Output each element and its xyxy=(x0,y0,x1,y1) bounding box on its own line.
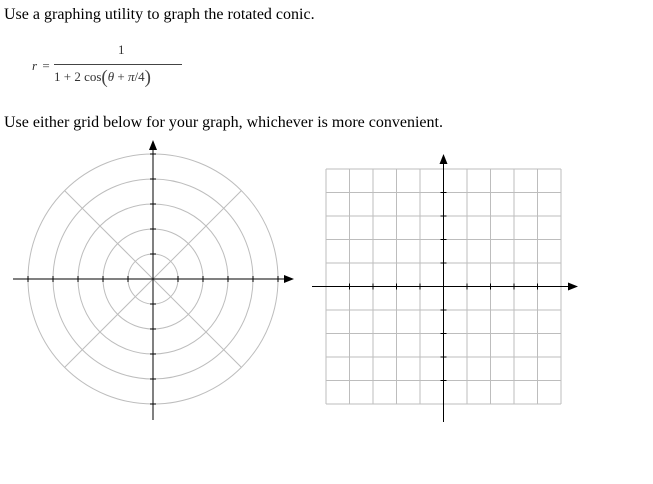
equation-r: r xyxy=(32,58,38,73)
plus-sign: + xyxy=(117,69,125,84)
conic-equation xyxy=(32,42,192,92)
pi-symbol: π xyxy=(127,69,135,84)
polar-ray xyxy=(153,191,241,279)
rectangular-grid[interactable] xyxy=(308,150,584,426)
polar-ray xyxy=(65,279,153,367)
question-instruction: Use a graphing utility to graph the rotated conic. xyxy=(4,6,315,23)
slash-sign: / xyxy=(134,69,139,84)
polar-ray xyxy=(153,279,241,367)
grid-instruction: Use either grid below for your graph, whichever is more convenient. xyxy=(4,114,443,131)
polar-ray xyxy=(65,191,153,279)
polar-y-arrow xyxy=(149,140,157,150)
fraction-bar xyxy=(54,64,182,65)
close-paren: ) xyxy=(144,67,151,88)
polar-axes xyxy=(13,140,294,420)
denominator-prefix: 1 + 2 cos xyxy=(54,69,102,84)
rect-x-arrow xyxy=(568,283,578,291)
equation-denominator xyxy=(54,67,151,89)
polar-grid[interactable] xyxy=(10,136,300,426)
rect-axes xyxy=(312,154,578,422)
equation-lhs xyxy=(32,58,50,74)
open-paren: ( xyxy=(101,67,108,88)
rect-y-arrow xyxy=(440,154,448,164)
four-digit: 4 xyxy=(138,69,145,84)
polar-x-arrow xyxy=(284,275,294,283)
equation-numerator: 1 xyxy=(118,42,125,57)
theta-symbol: θ xyxy=(107,69,115,84)
equation-equals: = xyxy=(42,58,50,73)
